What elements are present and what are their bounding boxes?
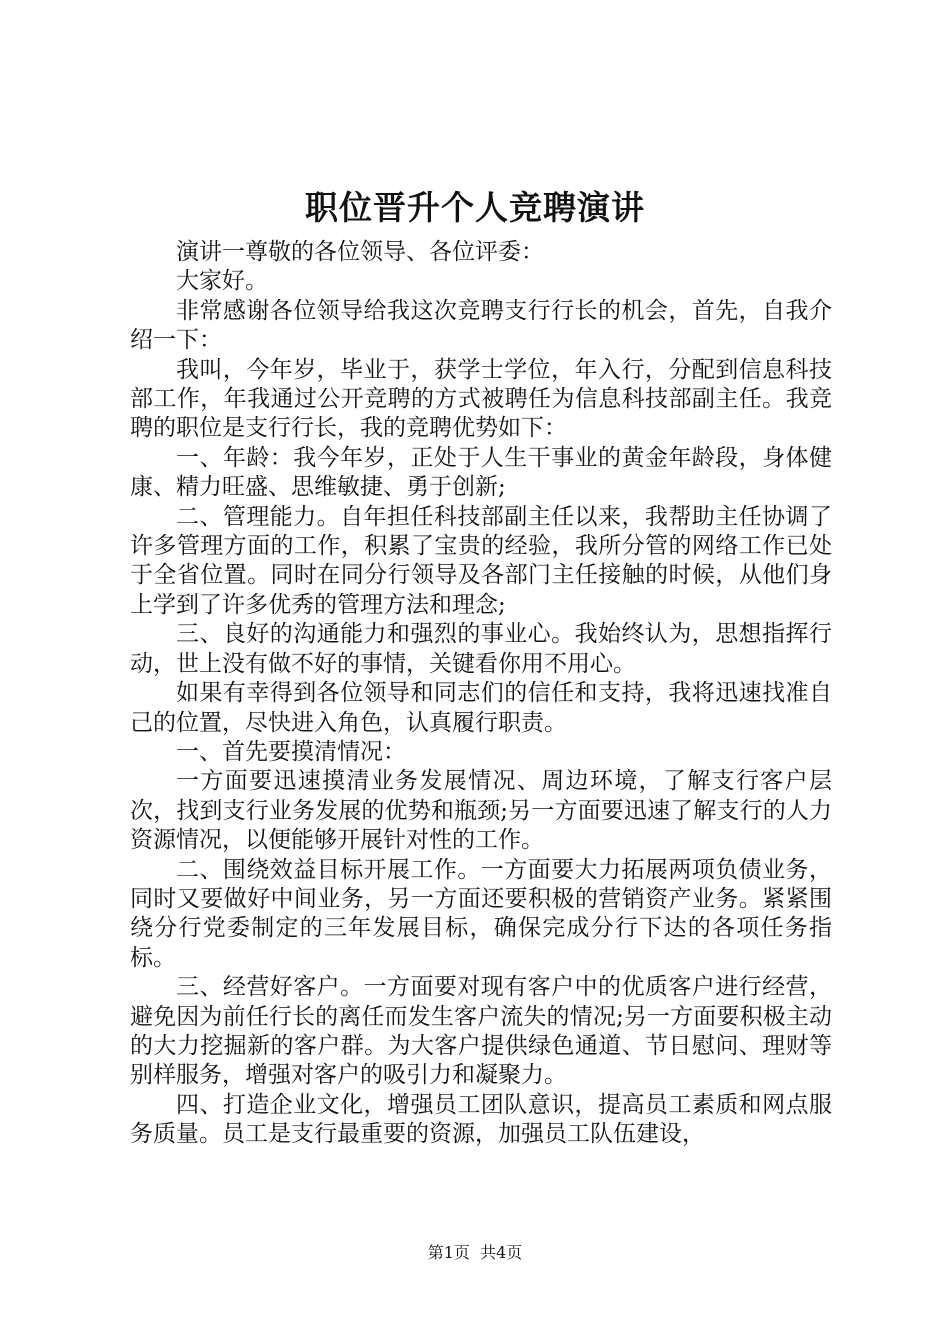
paragraph: 演讲一尊敬的各位领导、各位评委： xyxy=(176,239,544,265)
page-footer xyxy=(0,1243,950,1263)
paragraph: 三、经营好客户。一方面要对现有客户中的优质客户进行经营，避免因为前任行长的离任而发生客户流失的情况;另一方面要积极主动的大力挖掘新的客户群。为大客户提供绿色通道、节日慰问、理财等别样服务，增强对客户的吸引力和凝聚力。 xyxy=(130,974,832,1089)
paragraph: 四、打造企业文化，增强员工团队意识，提高员工素质和网点服务质量。员工是支行最重要的资源，加强员工队伍建设， xyxy=(130,1091,832,1148)
paragraph: 一、年龄：我今年岁，正处于人生干事业的黄金年龄段，身体健康、精力旺盛、思维敏捷、勇于创新; xyxy=(130,444,832,501)
paragraph: 三、良好的沟通能力和强烈的事业心。我始终认为，思想指挥行动，世上没有做不好的事情，关键看你用不用心。 xyxy=(130,621,832,677)
document-title: 职位晋升个人竞聘演讲 xyxy=(305,188,645,227)
paragraph: 二、围绕效益目标开展工作。一方面要大力拓展两项负债业务，同时又要做好中间业务，另一方面还要积极的营销资产业务。紧紧围绕分行党委制定的三年发展目标，确保完成分行下达的各项任务指标。 xyxy=(130,856,832,971)
page-number-label: 第1页 共4页 xyxy=(427,1243,523,1262)
paragraph: 一方面要迅速摸清业务发展情况、周边环境，了解支行客户层次，找到支行业务发展的优势和瓶颈;另一方面要迅速了解支行的人力资源情况，以便能够开展针对性的工作。 xyxy=(130,768,832,854)
paragraph: 如果有幸得到各位领导和同志们的信任和支持，我将迅速找准自己的位置，尽快进入角色，认真履行职责。 xyxy=(130,680,832,736)
paragraph: 一、首先要摸清情况： xyxy=(176,738,406,765)
paragraph: 非常感谢各位领导给我这次竞聘支行行长的机会，首先，自我介绍一下： xyxy=(130,297,832,354)
paragraph: 我叫，今年岁，毕业于，获学士学位，年入行，分配到信息科技部工作，年我通过公开竞聘的方式被聘任为信息科技部副主任。我竞聘的职位是支行行长，我的竞聘优势如下： xyxy=(130,356,832,442)
paragraph: 大家好。 xyxy=(176,268,268,295)
paragraph: 二、管理能力。自年担任科技部副主任以来，我帮助主任协调了许多管理方面的工作，积累了宝贵的经验，我所分管的网络工作已处于全省位置。同时在同分行领导及各部门主任接触的时候，从他们身上学到了许多优秀的管理方法和理念; xyxy=(130,503,832,618)
document-body xyxy=(130,238,832,1150)
